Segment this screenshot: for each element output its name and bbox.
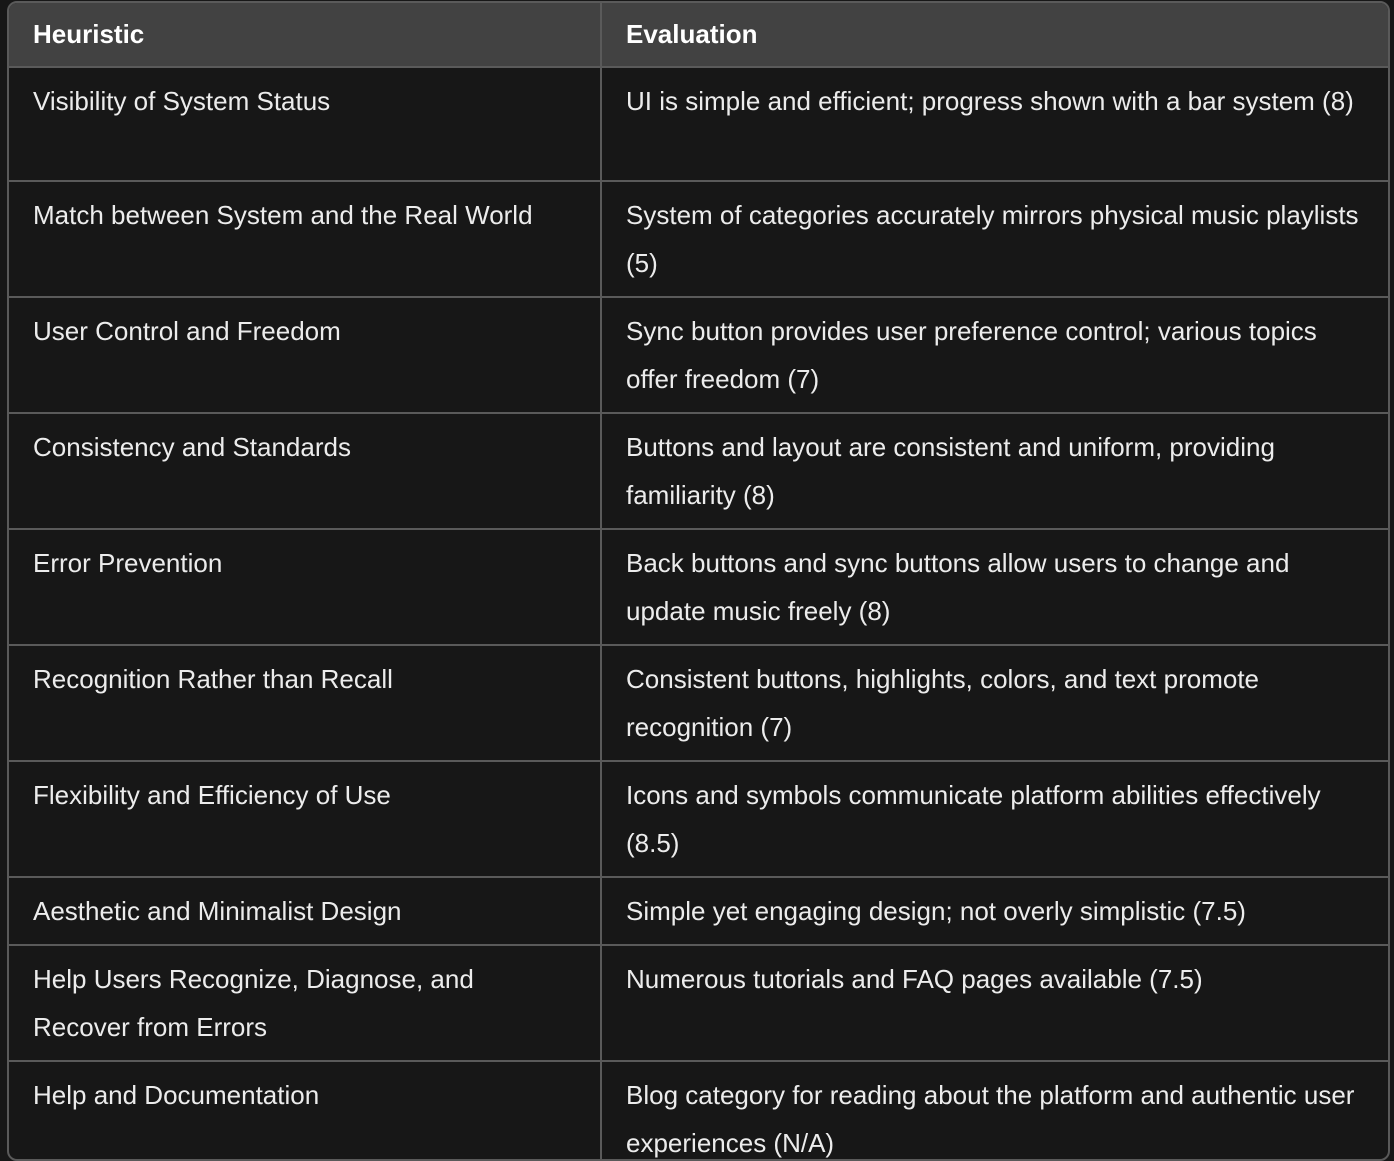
- table-row: [9, 877, 1388, 945]
- evaluation-cell: Consistent buttons, highlights, colors, and text promote recognition (7): [601, 645, 1388, 761]
- heuristic-cell: Help and Documentation: [9, 1061, 601, 1161]
- evaluation-cell: Icons and symbols communicate platform abilities effectively (8.5): [601, 761, 1388, 877]
- header-row: [9, 3, 1388, 67]
- column-header-heuristic: Heuristic: [9, 3, 601, 67]
- evaluation-cell: Numerous tutorials and FAQ pages available (7.5): [601, 945, 1388, 1061]
- heuristic-cell: Visibility of System Status: [9, 67, 601, 181]
- table-row: [9, 1061, 1388, 1161]
- table-row: [9, 413, 1388, 529]
- evaluation-cell: Buttons and layout are consistent and uniform, providing familiarity (8): [601, 413, 1388, 529]
- table-row: [9, 529, 1388, 645]
- heuristic-cell: Consistency and Standards: [9, 413, 601, 529]
- heuristic-cell: User Control and Freedom: [9, 297, 601, 413]
- evaluation-cell: UI is simple and efficient; progress shown with a bar system (8): [601, 67, 1388, 181]
- evaluation-cell: Sync button provides user preference control; various topics offer freedom (7): [601, 297, 1388, 413]
- evaluation-cell: Blog category for reading about the platform and authentic user experiences (N/A): [601, 1061, 1388, 1161]
- table-row: [9, 945, 1388, 1061]
- heuristic-cell: Aesthetic and Minimalist Design: [9, 877, 601, 945]
- evaluation-cell: Back buttons and sync buttons allow users to change and update music freely (8): [601, 529, 1388, 645]
- table-header: [9, 3, 1388, 67]
- heuristic-cell: Error Prevention: [9, 529, 601, 645]
- heuristic-cell: Help Users Recognize, Diagnose, and Recover from Errors: [9, 945, 601, 1061]
- heuristic-cell: Recognition Rather than Recall: [9, 645, 601, 761]
- evaluation-cell: Simple yet engaging design; not overly simplistic (7.5): [601, 877, 1388, 945]
- table-row: [9, 645, 1388, 761]
- table-row: [9, 67, 1388, 181]
- heuristic-evaluation-table: [7, 1, 1390, 1161]
- table: [9, 3, 1388, 1161]
- heuristic-cell: Match between System and the Real World: [9, 181, 601, 297]
- evaluation-cell: System of categories accurately mirrors physical music playlists (5): [601, 181, 1388, 297]
- heuristic-cell: Flexibility and Efficiency of Use: [9, 761, 601, 877]
- table-row: [9, 297, 1388, 413]
- column-header-evaluation: Evaluation: [601, 3, 1388, 67]
- table-row: [9, 181, 1388, 297]
- table-body: [9, 67, 1388, 1161]
- table-row: [9, 761, 1388, 877]
